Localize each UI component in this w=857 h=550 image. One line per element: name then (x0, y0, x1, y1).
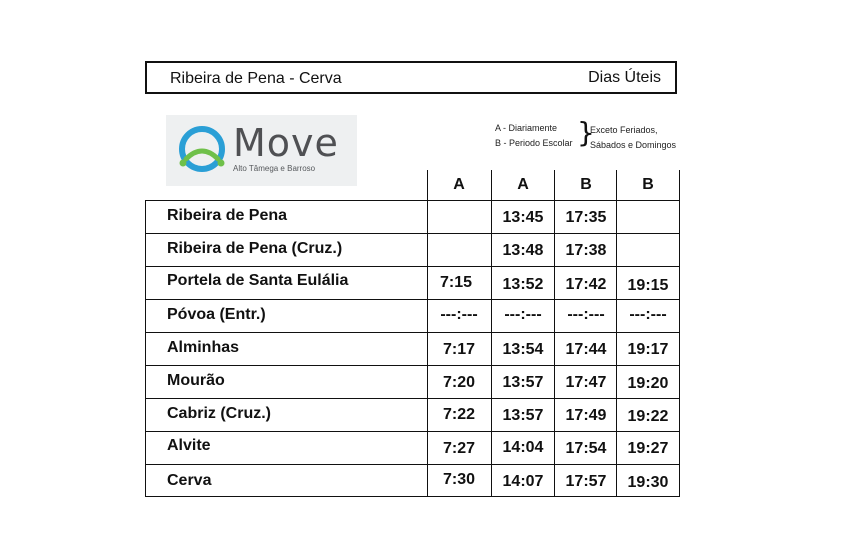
grid-line (145, 464, 680, 465)
departure-time: 7:22 (442, 406, 476, 423)
departure-time: 17:35 (565, 209, 607, 226)
stop-name: Alvite (167, 437, 211, 454)
departure-time: 17:57 (565, 473, 607, 490)
legend-a: A - Diariamente (495, 123, 558, 133)
legend-note-2: Sábados e Domingos (590, 140, 677, 150)
grid-line (145, 266, 680, 267)
move-logo-icon (174, 123, 232, 177)
departure-time: 17:49 (565, 407, 607, 424)
legend-b: B - Periodo Escolar (495, 138, 573, 148)
route-header (145, 61, 677, 94)
departure-time: 17:44 (565, 341, 607, 358)
grid-line (145, 200, 146, 497)
departure-time: 19:27 (627, 440, 669, 457)
departure-time: 7:30 (442, 471, 476, 488)
departure-time: 7:17 (442, 341, 476, 358)
departure-time: 19:20 (627, 375, 669, 392)
brace-icon: } (577, 116, 595, 149)
stop-name: Ribeira de Pena (167, 207, 288, 224)
departure-time: ---:--- (504, 306, 542, 323)
stop-name: Portela de Santa Eulália (167, 272, 349, 289)
route-title: Ribeira de Pena - Cerva (170, 70, 342, 87)
departure-time: 17:42 (565, 276, 607, 293)
departure-time: 17:47 (565, 374, 607, 391)
departure-time: ---:--- (629, 306, 667, 323)
departure-time: 13:57 (502, 374, 544, 391)
grid-line (145, 332, 680, 333)
grid-line (145, 365, 680, 366)
grid-line (145, 496, 680, 497)
grid-line (145, 431, 680, 432)
grid-line (145, 233, 680, 234)
departure-time: 7:15 (439, 274, 473, 291)
column-header: B (642, 176, 654, 193)
stop-name: Mourão (167, 372, 225, 389)
departure-time: 17:54 (565, 440, 607, 457)
stop-name: Póvoa (Entr.) (167, 306, 266, 323)
departure-time: 14:07 (502, 473, 544, 490)
grid-line (145, 299, 680, 300)
stop-name: Ribeira de Pena (Cruz.) (167, 240, 343, 257)
stop-name: Alminhas (167, 339, 240, 356)
departure-time: ---:--- (567, 306, 605, 323)
departure-time: 13:52 (502, 276, 544, 293)
departure-time: 13:54 (502, 341, 544, 358)
stop-name: Cerva (167, 472, 212, 489)
column-header: B (580, 176, 592, 193)
column-header: A (453, 176, 465, 193)
departure-time: 7:20 (442, 374, 476, 391)
departure-time: 13:48 (502, 242, 544, 259)
departure-time: 19:22 (627, 408, 669, 425)
logo-tagline: Alto Tâmega e Barroso (233, 164, 316, 173)
departure-time: 7:27 (442, 440, 476, 457)
legend-note-1: Exceto Feriados, (590, 125, 658, 135)
departure-time: 17:38 (565, 242, 607, 259)
column-header: A (517, 176, 529, 193)
departure-time: ---:--- (440, 306, 478, 323)
departure-time: 19:30 (627, 474, 669, 491)
logo-wordmark: Move (233, 121, 339, 165)
departure-time: 19:15 (627, 277, 669, 294)
departure-time: 13:57 (502, 407, 544, 424)
grid-line (145, 398, 680, 399)
departure-time: 14:04 (502, 439, 544, 456)
move-logo (166, 115, 357, 186)
departure-time: 19:17 (627, 341, 669, 358)
service-days: Dias Úteis (588, 69, 661, 86)
departure-time: 13:45 (502, 209, 544, 226)
grid-line (145, 200, 680, 201)
stop-name: Cabriz (Cruz.) (167, 405, 271, 422)
